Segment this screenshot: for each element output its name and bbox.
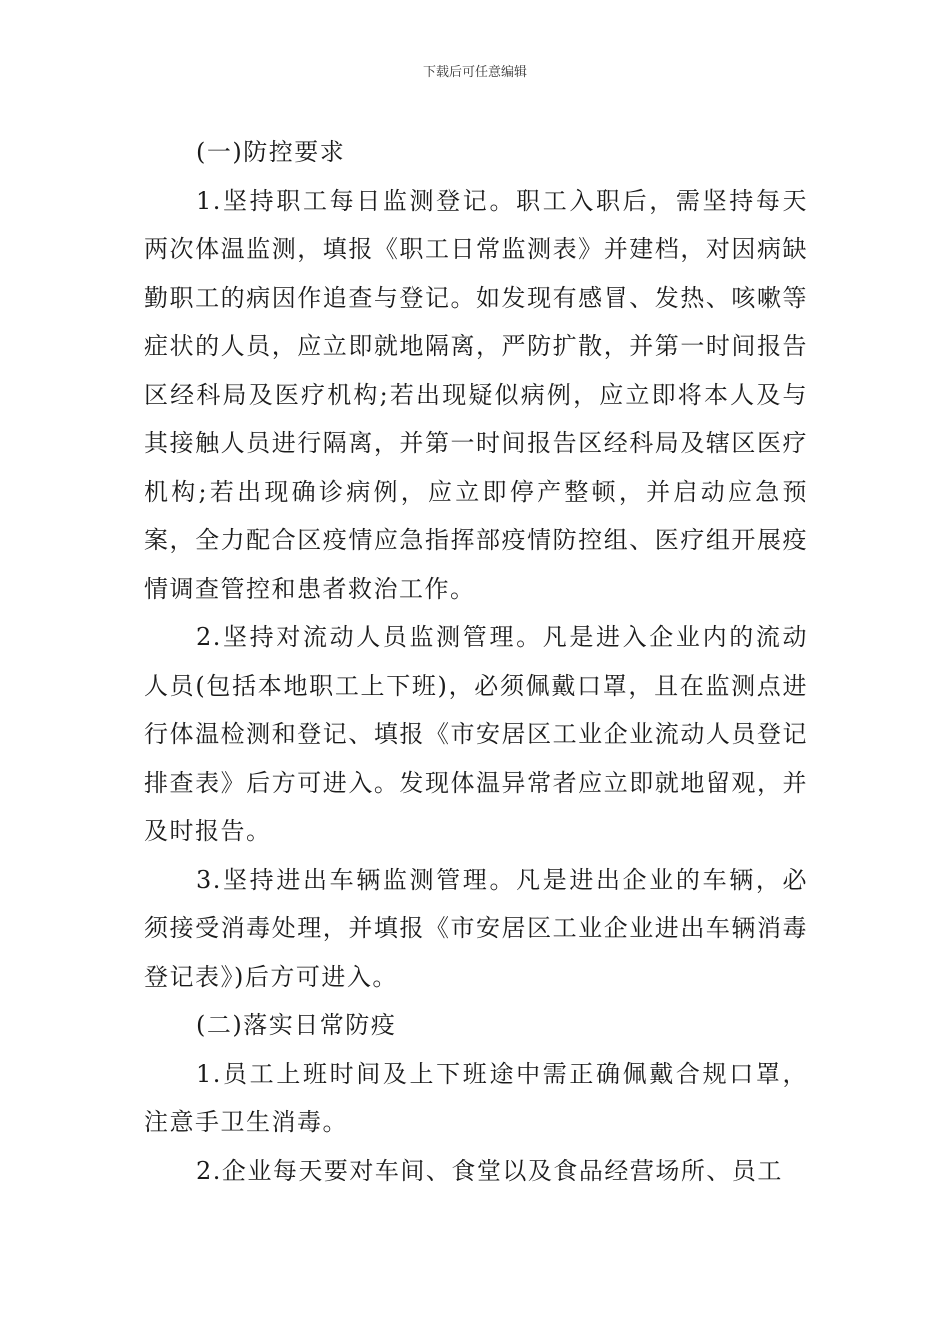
- paragraph-daily-disinfection: 2.企业每天要对车间、食堂以及食品经营场所、员工: [196, 1156, 783, 1185]
- section-heading-daily-prevention: (二)落实日常防疫: [196, 1011, 397, 1039]
- document-body: [144, 128, 808, 1195]
- paragraph-mobile-personnel-monitoring: 2.坚持对流动人员监测管理。凡是进入企业内的流动人员(包括本地职工上下班)，必须佩戴口罩，且在监测点进行体温检测和登记、填报《市安居区工业企业流动人员登记排查表》后方可进入。发现体温异常者应立即就地留观，并及时报告。: [144, 623, 808, 845]
- paragraph-staff-daily-monitoring: 1.坚持职工每日监测登记。职工入职后，需坚持每天两次体温监测，填报《职工日常监测表》并建档，对因病缺勤职工的病因作追查与登记。如发现有感冒、发热、咳嗽等症状的人员，应立即就地隔离，严防扩散，并第一时间报告区经科局及医疗机构;若出现疑似病例，应立即将本人及与其接触人员进行隔离，并第一时间报告区经科局及辖区医疗机构;若出现确诊病例，应立即停产整顿，并启动应急预案，全力配合区疫情应急指挥部疫情防控组、医疗组开展疫情调查管控和患者救治工作。: [144, 186, 808, 603]
- page-header: 下载后可任意编辑: [422, 65, 527, 80]
- paragraph-masks-hand-hygiene: 1.员工上班时间及上下班途中需正确佩戴合规口罩，注意手卫生消毒。: [144, 1059, 808, 1136]
- paragraph-vehicle-monitoring: 3.坚持进出车辆监测管理。凡是进出企业的车辆，必须接受消毒处理，并填报《市安居区工业企业进出车辆消毒登记表》)后方可进入。: [144, 865, 808, 991]
- section-heading-prevention-requirements: (一)防控要求: [196, 138, 346, 166]
